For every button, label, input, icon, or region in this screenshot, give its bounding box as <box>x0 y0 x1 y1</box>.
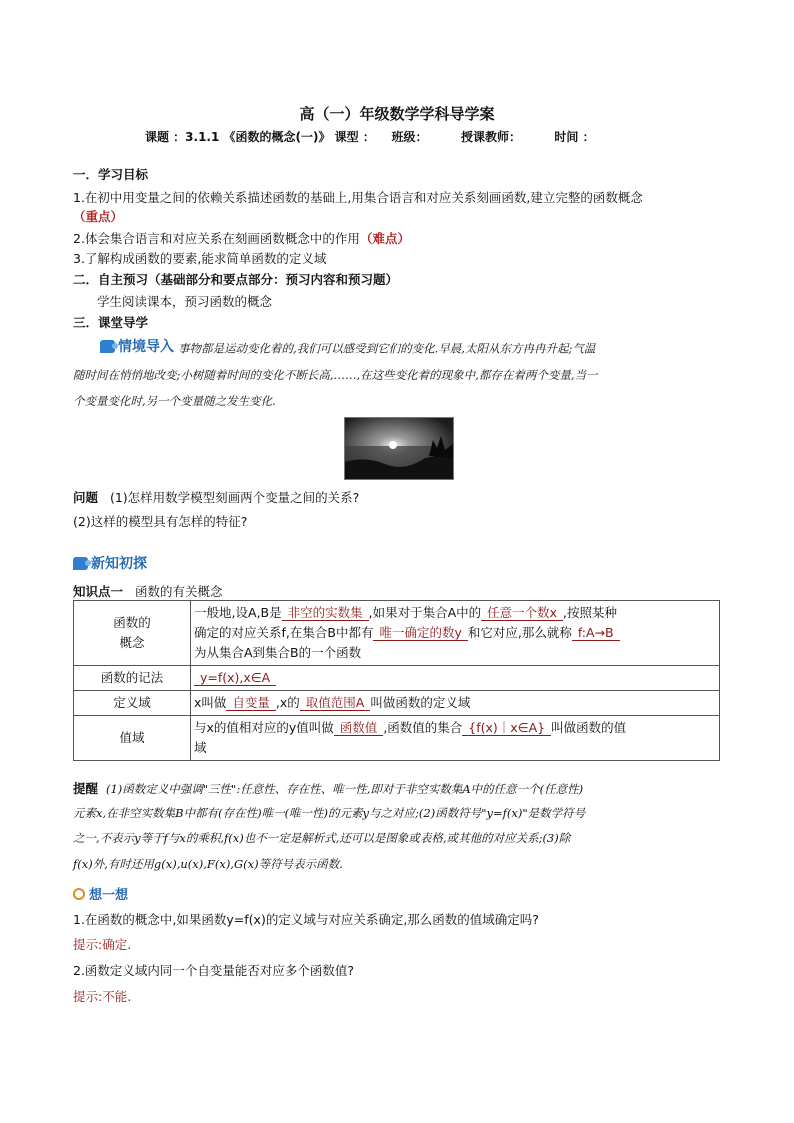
think-question-2: 2.函数定义域内同一个自变量能否对应多个函数值? <box>73 963 355 978</box>
goal-2-text: 2.体会集合语言和对应关系在刻画函数概念中的作用 <box>73 231 360 246</box>
cell-concept <box>191 601 720 666</box>
text: ,函数值的集合 <box>383 720 463 735</box>
remind-text-3: 之一,不表示y等于f与x的乘积,f(x)也不一定是解析式,还可以是图象或表格,或其他的对应关系;(3)除 <box>73 831 571 845</box>
table-row <box>74 691 720 716</box>
text: ,按照某种 <box>563 605 618 620</box>
explore-banner <box>73 553 147 573</box>
lesson-info: 课题 ：3.1.1 《函数的概念(一)》 课型 ： 班级： 授课教师： 时间 ： <box>145 130 595 144</box>
remind-label: 提醒 <box>73 781 99 796</box>
explore-banner-label: 新知初探 <box>91 556 147 572</box>
answer-blank: 唯一确定的数y <box>373 625 467 641</box>
remind-line-1 <box>73 779 583 797</box>
preview-text: 学生阅读课本，预习函数的概念 <box>97 294 273 309</box>
cell-domain <box>191 691 720 716</box>
remind-text-2: 元素x,在非空实数集B中都有(存在性)唯一(唯一性)的元素y与之对应;(2)函数符号"y=f(x)"是数学符号 <box>73 806 586 820</box>
think-question-1: 1.在函数的概念中,如果函数y=f(x)的定义域与对应关系确定,那么函数的值域确定吗? <box>73 912 539 927</box>
answer-blank: f:A→B <box>572 625 620 641</box>
text: 一般地,设A,B是 <box>194 605 282 620</box>
text: 与x的值相对应的y值叫做 <box>194 720 334 735</box>
think-banner-label: 想一想 <box>89 888 129 903</box>
table-row <box>74 666 720 691</box>
cell-range <box>191 716 720 761</box>
book-icon <box>100 340 115 353</box>
scenario-text-2: 随时间在悄悄地改变;小树随着时间的变化不断长高,……,在这些变化着的现象中,都存在着两个变量,当一 <box>73 368 598 382</box>
goal-1: 1.在初中用变量之间的依赖关系描述函数的基础上,用集合语言和对应关系刻画函数,建立完整的函数概念 <box>73 190 643 205</box>
label-notation: 函数的记法 <box>74 666 191 691</box>
answer-blank: 取值范围A <box>300 695 371 711</box>
table-row <box>74 601 720 666</box>
question-1-text: (1)怎样用数学模型刻画两个变量之间的关系? <box>109 490 360 505</box>
section-heading-goals: 一．学习目标 <box>73 167 149 182</box>
knowledge-point-title: 函数的有关概念 <box>134 584 223 599</box>
question-1 <box>73 488 359 506</box>
text: ,如果对于集合A中的 <box>368 605 482 620</box>
think-answer-1: 提示:确定. <box>73 937 132 952</box>
scenario-banner <box>100 336 174 356</box>
remind-text-1: (1)函数定义中强调"三性":任意性、存在性、唯一性,即对于非空实数集A中的任意一个(任意性) <box>105 782 584 796</box>
scenario-text-1: 事物都是运动变化着的,我们可以感受到它们的变化.早晨,太阳从东方冉冉升起;气温 <box>177 341 596 356</box>
text: 叫做函数的值 <box>551 720 627 735</box>
think-banner <box>73 884 128 903</box>
question-label: 问题 <box>73 490 99 505</box>
text: ,x的 <box>275 695 300 710</box>
function-concept-table <box>73 600 720 761</box>
think-answer-2: 提示:不能. <box>73 989 132 1004</box>
remind-text-4: f(x)外,有时还用g(x),u(x),F(x),G(x)等符号表示函数. <box>73 857 343 871</box>
scenario-banner-label: 情境导入 <box>118 339 174 355</box>
goal-3: 3.了解构成函数的要素,能求简单函数的定义域 <box>73 251 327 266</box>
table-row <box>74 716 720 761</box>
section-heading-guide: 三．课堂导学 <box>73 315 149 330</box>
search-book-icon <box>73 557 88 570</box>
goal-2 <box>73 229 410 247</box>
lightbulb-icon <box>73 888 85 900</box>
scenario-text-3: 个变量变化时,另一个变量随之发生变化. <box>73 394 276 408</box>
label-concept: 函数的 概念 <box>74 601 191 666</box>
answer-blank: {f(x)｜x∈A} <box>462 720 551 736</box>
question-2: (2)这样的模型具有怎样的特征? <box>73 514 248 529</box>
knowledge-point <box>73 582 222 600</box>
scenario-line-1 <box>100 336 595 357</box>
text: 为从集合A到集合B的一个函数 <box>194 645 362 660</box>
label-range: 值域 <box>74 716 191 761</box>
text: 和它对应,那么就称 <box>467 625 572 640</box>
goal-2-tag: （难点） <box>359 231 410 246</box>
answer-blank: 非空的实数集 <box>282 605 369 621</box>
text: 叫做函数的定义域 <box>370 695 471 710</box>
sunrise-photo <box>344 417 454 480</box>
answer-blank: y=f(x),x∈A <box>194 670 276 686</box>
answer-blank: 函数值 <box>334 720 384 736</box>
text: x叫做 <box>194 695 227 710</box>
answer-blank: 自变量 <box>226 695 276 711</box>
section-heading-preview: 二．自主预习（基础部分和要点部分：预习内容和预习题） <box>73 272 399 287</box>
goal-1-tag: （重点） <box>73 209 124 224</box>
text: 确定的对应关系f,在集合B中都有 <box>194 625 374 640</box>
cell-notation <box>191 666 720 691</box>
page-title: 高（一）年级数学学科导学案 <box>299 105 495 123</box>
answer-blank: 任意一个数x <box>481 605 563 621</box>
label-domain: 定义域 <box>74 691 191 716</box>
text: 域 <box>194 740 207 755</box>
sunrise-illustration <box>345 418 453 479</box>
knowledge-point-label: 知识点一 <box>73 584 124 599</box>
